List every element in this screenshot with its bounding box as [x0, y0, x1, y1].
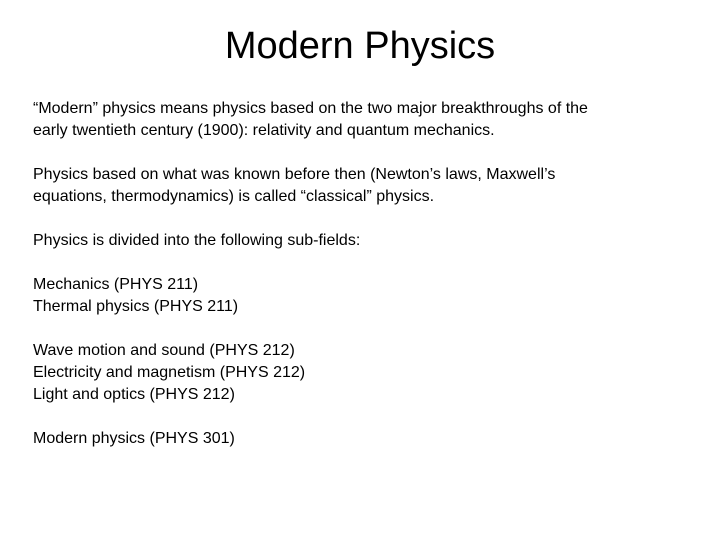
subfield-group-phys-301: [33, 428, 683, 450]
subfield-item: Electricity and magnetism (PHYS 212): [33, 364, 306, 381]
paragraph-classical-definition: [33, 164, 683, 208]
text-line: equations, thermodynamics) is called “classical” physics.: [33, 188, 435, 205]
text-line: Physics based on what was known before then (Newton’s laws, Maxwell’s: [33, 166, 556, 183]
subfield-group-phys-211: [33, 274, 683, 318]
subfield-item: Thermal physics (PHYS 211): [33, 298, 239, 315]
text-line: early twentieth century (1900): relativity and quantum mechanics.: [33, 122, 495, 139]
paragraph-modern-definition: [33, 98, 683, 142]
slide-body: [33, 98, 683, 472]
subfield-item: Modern physics (PHYS 301): [33, 430, 235, 447]
subfield-item: Light and optics (PHYS 212): [33, 386, 235, 403]
subfield-item: Mechanics (PHYS 211): [33, 276, 199, 293]
text-line: “Modern” physics means physics based on the two major breakthroughs of the: [33, 100, 588, 117]
slide-title: Modern Physics: [224, 25, 496, 67]
text-line: Physics is divided into the following sub-fields:: [33, 232, 361, 249]
paragraph-subfields-intro: [33, 230, 683, 252]
subfield-group-phys-212: [33, 340, 683, 406]
subfield-item: Wave motion and sound (PHYS 212): [33, 342, 295, 359]
